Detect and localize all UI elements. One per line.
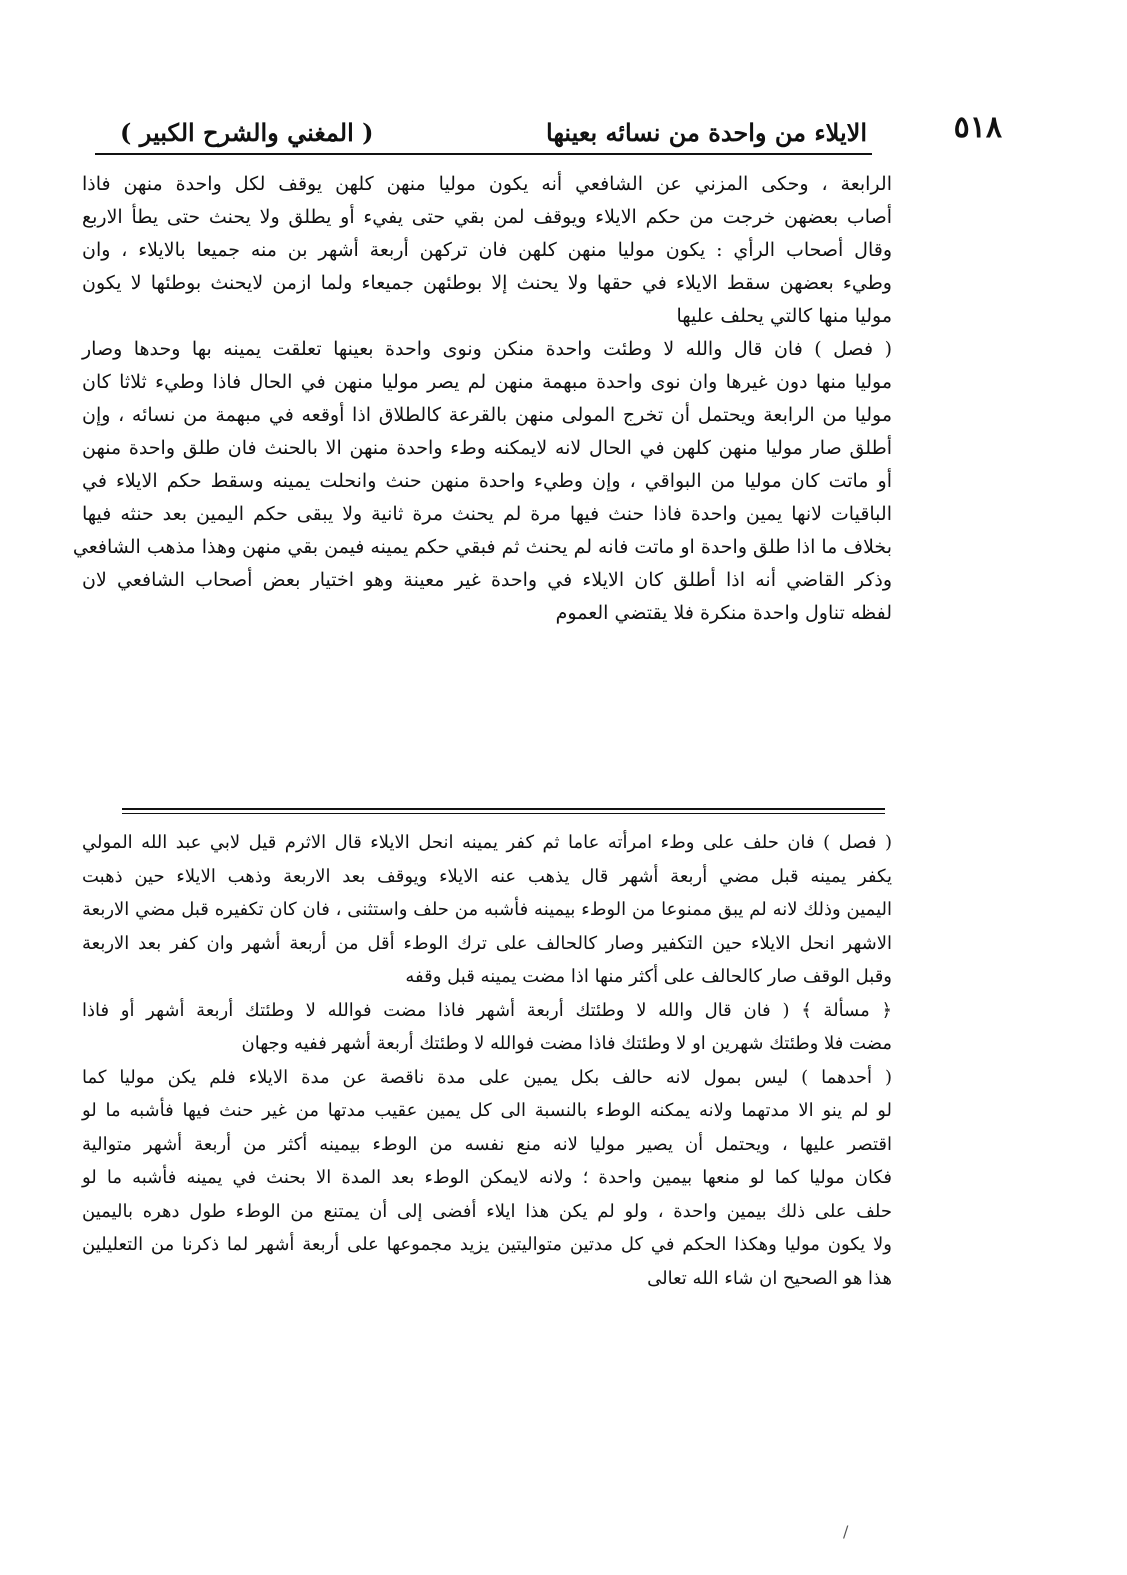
text-line: ( فصل ) فان قال والله لا وطئت واحدة منكن ونوى واحدة بعينها تعلقت يمينه بها وحدها وصار bbox=[82, 338, 892, 360]
commentary-text-block bbox=[82, 826, 892, 1295]
text-line: الباقيات لانها يمين واحدة فاذا حنث فيها مرة لم يحنث مرة ثانية ولا يبقى حكم اليمين بعد حنثه فيها bbox=[82, 503, 892, 525]
book-title: ( المغني والشرح الكبير ) bbox=[120, 117, 374, 147]
text-line: الاشهر انحل الايلاء حين التكفير وصار كالحالف على ترك الوطء أقل من أربعة أشهر وان كفر بعد الاربعة bbox=[82, 932, 892, 954]
text-line: لو لم ينو الا مدتهما ولانه يمكنه الوطء بالنسبة الى كل يمين عقيب مدتها من غير حنث فيها فأشبه ما لو bbox=[82, 1100, 892, 1121]
text-line: مضت فلا وطئتك شهرين او لا وطئتك فاذا مضت فوالله لا وطئتك أربعة أشهر ففيه وجهان bbox=[241, 1033, 892, 1054]
text-line: ﴿ مسألة ﴾ ( فان قال والله لا وطئتك أربعة أشهر فاذا مضت فوالله لا وطئتك أربعة أشهر أو فاذا bbox=[82, 999, 892, 1021]
chapter-title: الايلاء من واحدة من نسائه بعينها bbox=[546, 117, 867, 147]
page-number: ٥١٨ bbox=[953, 110, 1002, 145]
text-line: يكفر يمينه قبل مضي أربعة أشهر قال يذهب عنه الايلاء ويوقف بعد الاربعة وذهب الايلاء حين ذهبت bbox=[82, 865, 892, 887]
text-line: موليا منها كالتي يحلف عليها bbox=[676, 305, 892, 327]
text-line: وطيء بعضهن سقط الايلاء في حقها ولا يحنث إلا بوطئهن جميعاء ولما ازمن لايحنث بوطئها لا يكون bbox=[82, 272, 892, 294]
text-line: الرابعة ، وحكى المزني عن الشافعي أنه يكون موليا منهن كلهن يوقف لكل واحدة منهن فاذا bbox=[82, 173, 892, 195]
text-line: وقبل الوقف صار كالحالف على أكثر منها اذا مضت يمينه قبل وقفه bbox=[405, 966, 892, 987]
text-line: لفظه تناول واحدة منكرة فلا يقتضي العموم bbox=[555, 602, 892, 624]
text-line: وقال أصحاب الرأي : يكون موليا منهن كلهن فان تركهن أربعة أشهر بن منه جميعا بالايلاء ، وان bbox=[82, 239, 892, 261]
running-header bbox=[120, 110, 1002, 154]
text-line: ( فصل ) فان حلف على وطء امرأته عاما ثم كفر يمينه انحل الايلاء قال الاثرم قيل لابي عبد الله المولي bbox=[82, 832, 892, 853]
text-line: حلف على ذلك بيمين واحدة ، ولو لم يكن هذا ايلاء أفضى إلى أن يمتنع من الوطء طول دهره باليمين bbox=[82, 1200, 892, 1222]
text-line: اليمين وذلك لانه لم يبق ممنوعا من الوطء بيمينه فأشبه من حلف واستثنى ، فان كان تكفيره قبل مضي الاربعة bbox=[82, 899, 892, 920]
text-line: أو ماتت كان موليا من البواقي ، وإن وطيء واحدة منهن حنث وانحلت يمينه وسقط حكم الايلاء في bbox=[82, 470, 892, 492]
section-divider bbox=[122, 808, 885, 810]
text-line: أطلق صار موليا منهن كلهن في الحال لانه لايمكنه وطء واحدة منهن الا بالحنث فان طلق واحدة منهن bbox=[82, 437, 892, 459]
text-line: هذا هو الصحيح ان شاء الله تعالى bbox=[647, 1267, 892, 1289]
text-line: ( أحدهما ) ليس بمول لانه حالف بكل يمين على مدة ناقصة عن مدة الايلاء فلم يكن موليا كما bbox=[82, 1066, 892, 1088]
text-line: ولا يكون موليا وهكذا الحكم في كل مدتين متواليتين يزيد مجموعها على أربعة أشهر لما ذكرنا من التعليلين bbox=[82, 1234, 892, 1255]
text-line: أصاب بعضهن خرجت من حكم الايلاء ويوقف لمن بقي حتى يفيء أو يطلق ولا يحنث حتى يطأ الاربع bbox=[82, 206, 892, 228]
text-line: اقتصر عليها ، ويحتمل أن يصير موليا لانه منع نفسه من الوطء بيمينه أكثر من أربعة أشهر متوالية bbox=[82, 1133, 892, 1155]
text-line: موليا من الرابعة ويحتمل أن تخرج المولى منهن بالقرعة كالطلاق اذا أوقعه في مبهمة من نسائه ، وإن bbox=[82, 404, 892, 426]
section-divider bbox=[122, 813, 885, 814]
text-line: موليا منها دون غيرها وان نوى واحدة مبهمة منهن لم يصر موليا منهن في الحال فاذا وطيء ثلاثا كان bbox=[82, 371, 892, 393]
text-line: بخلاف ما اذا طلق واحدة او ماتت فانه لم يحنث ثم فبقي حكم يمينه فيمن بقي منهن وهذا مذهب الشافعي bbox=[72, 536, 892, 558]
text-line: وذكر القاضي أنه اذا أطلق كان الايلاء في واحدة غير معينة وهو اختيار بعض أصحاب الشافعي لان bbox=[82, 569, 892, 591]
text-line: فكان موليا كما لو منعها بيمين واحدة ؛ ولانه لايمكن الوطء بعد المدة الا بحنث في يمينه فأشبه ما لو bbox=[82, 1167, 892, 1188]
footer-mark: / bbox=[843, 1522, 849, 1541]
main-text-block bbox=[72, 168, 892, 630]
header-rule bbox=[95, 153, 872, 155]
